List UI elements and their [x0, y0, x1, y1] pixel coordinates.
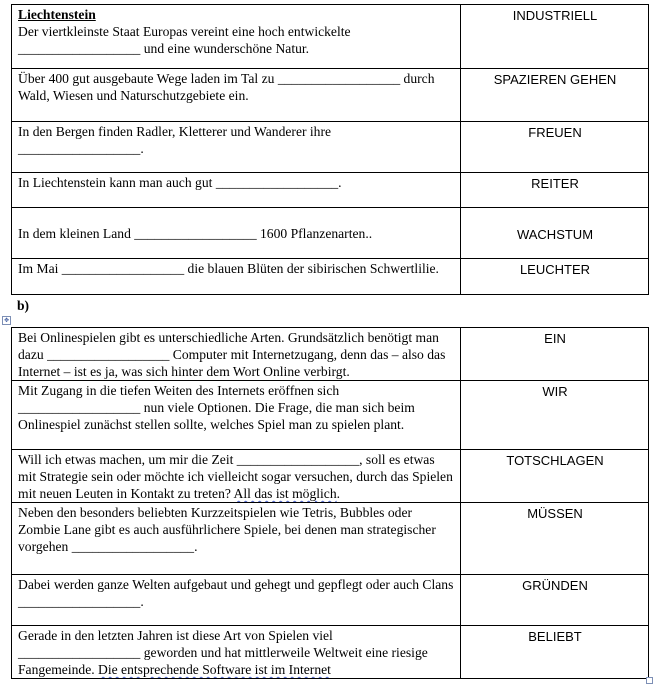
- table-row: [12, 450, 649, 503]
- exercise-table-b: [11, 327, 649, 679]
- sentence-cell: Gerade in den letzten Jahren ist diese Art von Spielen viel __________________ geworden und hat mittlerweile Weltweit eine riesige Fangemeinde. Die entsprechende Software ist im Internet: [12, 626, 461, 679]
- table-row: [12, 381, 649, 450]
- gap-blank[interactable]: __________________: [18, 141, 141, 156]
- table-move-handle-icon[interactable]: ✥: [3, 317, 10, 324]
- gap-blank[interactable]: __________________: [215, 175, 339, 190]
- sentence-cell: In Liechtenstein kann man auch gut __________________.: [12, 173, 461, 208]
- word-cell: MÜSSEN: [461, 503, 649, 575]
- word-cell: INDUSTRIELL: [461, 5, 649, 69]
- sentence-cell: In den Bergen finden Radler, Kletterer und Wanderer ihre __________________.: [12, 122, 461, 173]
- table-row: [12, 503, 649, 575]
- word-cell: WACHSTUM: [461, 208, 649, 259]
- table-row: [12, 208, 649, 259]
- gap-blank[interactable]: __________________: [18, 645, 141, 660]
- sentence-cell: Will ich etwas machen, um mir die Zeit __________________, soll es etwas mit Strategie sein oder möchte ich vielleicht sogar versuchen, durch das Spielen mit neuen Leuten in Kontakt zu treten? All das ist möglich.: [12, 450, 461, 503]
- table-row: [12, 328, 649, 381]
- word-cell: TOTSCHLAGEN: [461, 450, 649, 503]
- sentence-cell: Neben den besonders beliebten Kurzzeitspielen wie Tetris, Bubbles oder Zombie Lane gibt es auch ausführlichere Spiele, bei denen man strategischer vorgehen __________________.: [12, 503, 461, 575]
- word-cell: REITER: [461, 173, 649, 208]
- table-row: [12, 259, 649, 295]
- gap-blank[interactable]: __________________: [71, 539, 195, 554]
- word-cell: LEUCHTER: [461, 259, 649, 295]
- word-cell: EIN: [461, 328, 649, 381]
- gap-blank[interactable]: __________________: [61, 261, 185, 276]
- gap-blank[interactable]: __________________: [18, 41, 141, 56]
- word-cell: SPAZIEREN GEHEN: [461, 69, 649, 122]
- word-cell: BELIEBT: [461, 626, 649, 679]
- gap-blank[interactable]: __________________: [134, 226, 257, 241]
- sentence-cell: Mit Zugang in die tiefen Weiten des Internets eröffnen sich __________________ nun viele Optionen. Die Frage, die man sich beim Onlinespiel zunächst stellen sollte, welches Spiel man zu spielen plant.: [12, 381, 461, 450]
- table-row: [12, 575, 649, 626]
- table-resize-handle[interactable]: [646, 677, 653, 684]
- sentence-cell: Über 400 gut ausgebaute Wege laden im Tal zu __________________ durch Wald, Wiesen und Naturschutzgebiete ein.: [12, 69, 461, 122]
- exercise-table-a: [11, 4, 649, 295]
- gap-blank[interactable]: __________________: [277, 71, 401, 86]
- gap-blank[interactable]: __________________: [47, 347, 170, 362]
- table-row: [12, 5, 649, 69]
- section-title: Liechtenstein: [18, 7, 96, 22]
- word-cell: WIR: [461, 381, 649, 450]
- gap-blank[interactable]: __________________: [18, 594, 141, 609]
- sentence-cell: In dem kleinen Land __________________ 1600 Pflanzenarten..: [12, 208, 461, 259]
- sentence-cell: Liechtenstein Der viertkleinste Staat Europas vereint eine hoch entwickelte __________________ und eine wunderschöne Natur.: [12, 5, 461, 69]
- gap-blank[interactable]: __________________: [18, 400, 141, 415]
- table-row: [12, 173, 649, 208]
- sentence-cell: Bei Onlinespielen gibt es unterschiedliche Arten. Grundsätzlich benötigt man dazu __________________ Computer mit Internetzugang, denn das – also das Internet – ist es ja, was sich hinter dem Wort Online verbirgt.: [12, 328, 461, 381]
- word-cell: FREUEN: [461, 122, 649, 173]
- section-label-b: b): [17, 298, 30, 313]
- table-row: [12, 69, 649, 122]
- table-row: [12, 122, 649, 173]
- gap-blank[interactable]: __________________: [236, 452, 360, 467]
- sentence-cell: Im Mai __________________ die blauen Blüten der sibirischen Schwertlilie.: [12, 259, 461, 295]
- word-cell: GRÜNDEN: [461, 575, 649, 626]
- table-row: [12, 626, 649, 679]
- sentence-cell: Dabei werden ganze Welten aufgebaut und gehegt und gepflegt oder auch Clans __________________.: [12, 575, 461, 626]
